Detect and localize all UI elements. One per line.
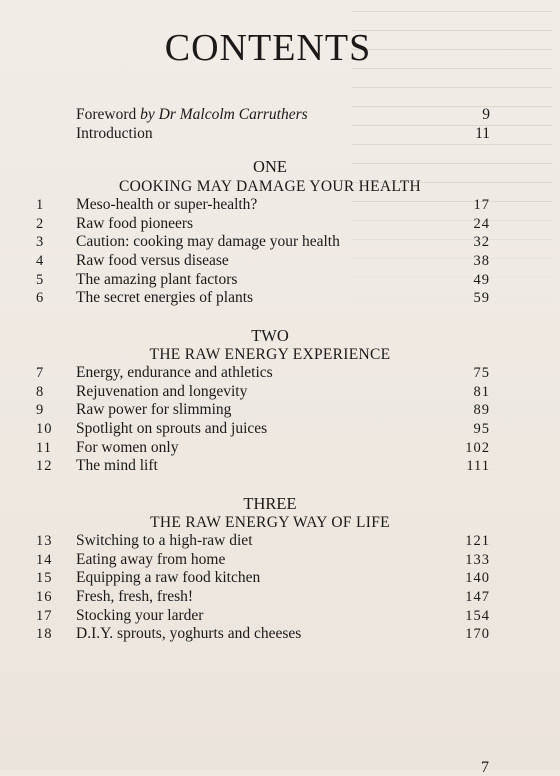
chapter-title: Equipping a raw food kitchen: [76, 569, 261, 587]
front-matter-item: [76, 104, 490, 123]
chapter-row: [36, 420, 490, 439]
chapter-row: [36, 271, 490, 290]
chapter-title: Raw food versus disease: [76, 252, 229, 270]
chapter-number: 7: [36, 365, 45, 381]
chapter-list: [36, 364, 490, 476]
chapter-row: [36, 439, 490, 458]
chapter-number: 17: [36, 607, 53, 624]
part-number: ONE: [253, 157, 287, 176]
chapter-list: [36, 532, 490, 644]
chapter-page: 95: [473, 421, 490, 438]
chapter-list: [36, 196, 490, 308]
page-number: 7: [481, 759, 489, 776]
chapter-title: Raw food pioneers: [76, 214, 194, 232]
part-title: COOKING MAY DAMAGE YOUR HEALTH: [118, 178, 422, 195]
chapter-title: Meso-health or super-health?: [76, 196, 258, 213]
chapter-row: [36, 569, 490, 588]
chapter-number: 5: [36, 271, 45, 288]
chapter-row: [36, 215, 490, 234]
chapter-row: [36, 383, 490, 402]
chapter-number: 6: [36, 290, 45, 307]
chapter-title: Eating away from home: [76, 550, 226, 568]
chapter-number: 10: [36, 421, 53, 438]
chapter-row: [36, 233, 490, 252]
chapter-title: For women only: [76, 438, 179, 456]
chapter-number: 9: [36, 402, 45, 419]
chapter-page: 81: [473, 383, 490, 400]
chapter-page: 140: [465, 570, 490, 587]
chapter-number: 15: [36, 570, 53, 587]
chapter-number: 2: [36, 215, 45, 232]
page-title: CONTENTS: [164, 27, 372, 69]
chapter-row: [36, 289, 490, 308]
part-number: THREE: [243, 494, 297, 513]
chapter-number: 12: [36, 458, 53, 475]
chapter-row: [36, 364, 490, 383]
chapter-page: 49: [473, 271, 490, 288]
chapter-page: 147: [465, 589, 490, 606]
front-matter-item: [76, 123, 490, 142]
front-matter-page: 11: [475, 125, 490, 142]
front-matter-label: Foreword: [76, 106, 141, 123]
chapter-row: [36, 196, 490, 215]
chapter-title: Rejuvenation and longevity: [76, 382, 248, 400]
chapter-row: [36, 625, 490, 644]
chapter-number: 3: [36, 234, 45, 251]
chapter-title: The secret energies of plants: [76, 289, 254, 307]
part-number: TWO: [251, 326, 289, 345]
part-title: THE RAW ENERGY EXPERIENCE: [149, 346, 391, 363]
chapter-page: 89: [473, 402, 490, 419]
chapter-page: 133: [465, 551, 490, 568]
chapter-title: Spotlight on sprouts and juices: [76, 420, 268, 438]
chapter-page: 111: [466, 458, 490, 475]
chapter-row: [36, 457, 490, 476]
chapter-page: 38: [473, 253, 490, 270]
chapter-title: Energy, endurance and athletics: [76, 364, 273, 381]
chapter-row: [36, 551, 490, 570]
chapter-number: 13: [36, 533, 53, 549]
chapter-row: [36, 401, 490, 420]
chapter-page: 170: [465, 626, 490, 643]
chapter-number: 4: [36, 253, 45, 270]
chapter-title: Switching to a high-raw diet: [76, 532, 253, 549]
chapter-row: [36, 532, 490, 551]
chapter-title: The amazing plant factors: [76, 270, 238, 288]
chapter-title: The mind lift: [76, 457, 158, 475]
chapter-page: 32: [473, 234, 490, 251]
chapter-page: 17: [473, 197, 490, 213]
chapter-number: 1: [36, 197, 45, 213]
chapter-title: Raw power for slimming: [76, 401, 232, 419]
chapter-title: Fresh, fresh, fresh!: [76, 588, 194, 606]
front-matter-page: 9: [482, 106, 490, 123]
chapter-title: Caution: cooking may damage your health: [76, 233, 340, 251]
part-title: THE RAW ENERGY WAY OF LIFE: [150, 514, 390, 531]
chapter-row: [36, 252, 490, 271]
front-matter: [76, 104, 490, 142]
chapter-page: 102: [465, 439, 490, 456]
chapter-number: 14: [36, 551, 53, 568]
chapter-page: 75: [473, 365, 490, 381]
chapter-number: 8: [36, 383, 45, 400]
chapter-title: D.I.Y. sprouts, yoghurts and cheeses: [76, 625, 302, 643]
front-matter-author: by Dr Malcolm Carruthers: [140, 106, 308, 123]
chapter-page: 121: [465, 533, 490, 549]
chapter-page: 24: [473, 215, 490, 232]
chapter-number: 16: [36, 589, 53, 606]
chapter-number: 11: [36, 439, 52, 456]
front-matter-label: Introduction: [76, 125, 153, 142]
chapter-row: [36, 588, 490, 607]
chapter-page: 154: [465, 607, 490, 624]
chapter-number: 18: [36, 626, 53, 643]
chapter-title: Stocking your larder: [76, 606, 204, 624]
chapter-page: 59: [473, 290, 490, 307]
chapter-row: [36, 607, 490, 626]
